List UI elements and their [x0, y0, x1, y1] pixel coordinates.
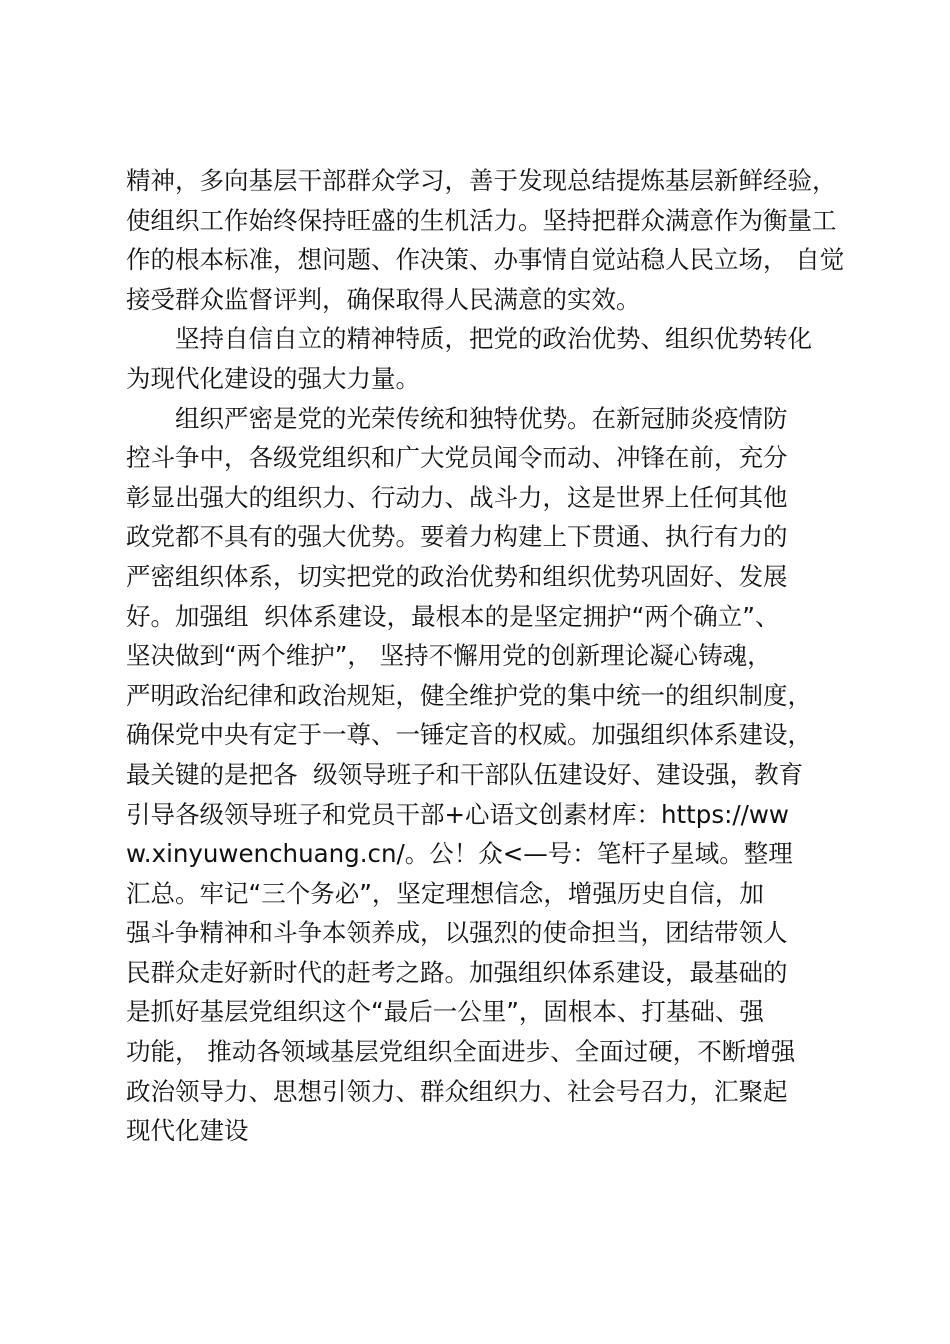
text-line: 好。加强组 织体系建设，最根本的是坚定拥护“两个确立”、 — [126, 601, 780, 631]
text-line: 确保党中央有定于一尊、一锤定音的权威。加强组织体系建设， — [126, 720, 812, 750]
text-line: 作的根本标准，想问题、作决策、办事情自觉站稳人民立场， 自觉 — [126, 245, 845, 275]
text-line: 功能， 推动各领域基层党组织全面进步、全面过硬，不断增强 — [126, 1037, 796, 1067]
text-line: 汇总。牢记“三个务必”，坚定理想信念，增强历史自信，加 — [126, 878, 764, 908]
text-line: 民群众走好新时代的赶考之路。加强组织体系建设，最基础的 — [126, 957, 788, 987]
text-line: 严明政治纪律和政治规矩，健全维护党的集中统一的组织制度， — [126, 680, 812, 710]
text-line: 使组织工作始终保持旺盛的生机活力。坚持把群众满意作为衡量工 — [126, 205, 837, 235]
text-line: 政治领导力、思想引领力、群众组织力、社会号召力，汇聚起 — [126, 1076, 788, 1106]
text-line: 政党都不具有的强大优势。要着力构建上下贯通、执行有力的 — [126, 522, 788, 552]
text-line: 现代化建设 — [126, 1116, 249, 1146]
text-line: 坚决做到“两个维护”， 坚持不懈用党的创新理论凝心铸魂， — [126, 641, 772, 671]
text-line: 是抓好基层党组织这个“最后一公里”，固根本、打基础、强 — [126, 997, 764, 1027]
text-line: 控斗争中，各级党组织和广大党员闻令而动、冲锋在前，充分 — [126, 443, 788, 473]
paragraph-start-line: 组织严密是党的光荣传统和独特优势。在新冠肺炎疫情防 — [175, 403, 788, 433]
text-line: 接受群众监督评判，确保取得人民满意的实效。 — [126, 284, 641, 314]
text-line: 精神，多向基层干部群众学习，善于发现总结提炼基层新鲜经验， — [126, 166, 837, 195]
text-line: 彰显出强大的组织力、行动力、战斗力，这是世界上任何其他 — [126, 482, 788, 512]
text-line: 强斗争精神和斗争本领养成，以强烈的使命担当，团结带领人 — [126, 918, 788, 948]
body-text — [126, 161, 846, 1151]
text-line: 为现代化建设的强大力量。 — [126, 363, 420, 393]
paragraph-heading-line: 坚持自信自立的精神特质，把党的政治优势、组织优势转化 — [175, 324, 812, 354]
text-line: 引导各级领导班子和党员干部+心语文创素材库：https://ww — [126, 799, 789, 829]
text-line: w.xinyuwenchuang.cn/。公！众<—号：笔杆子星域。整理 — [126, 839, 793, 869]
text-line: 严密组织体系，切实把党的政治优势和组织优势巩固好、发展 — [126, 561, 788, 591]
text-line: 最关键的是把各 级领导班子和干部队伍建设好、建设强，教育 — [126, 759, 804, 789]
